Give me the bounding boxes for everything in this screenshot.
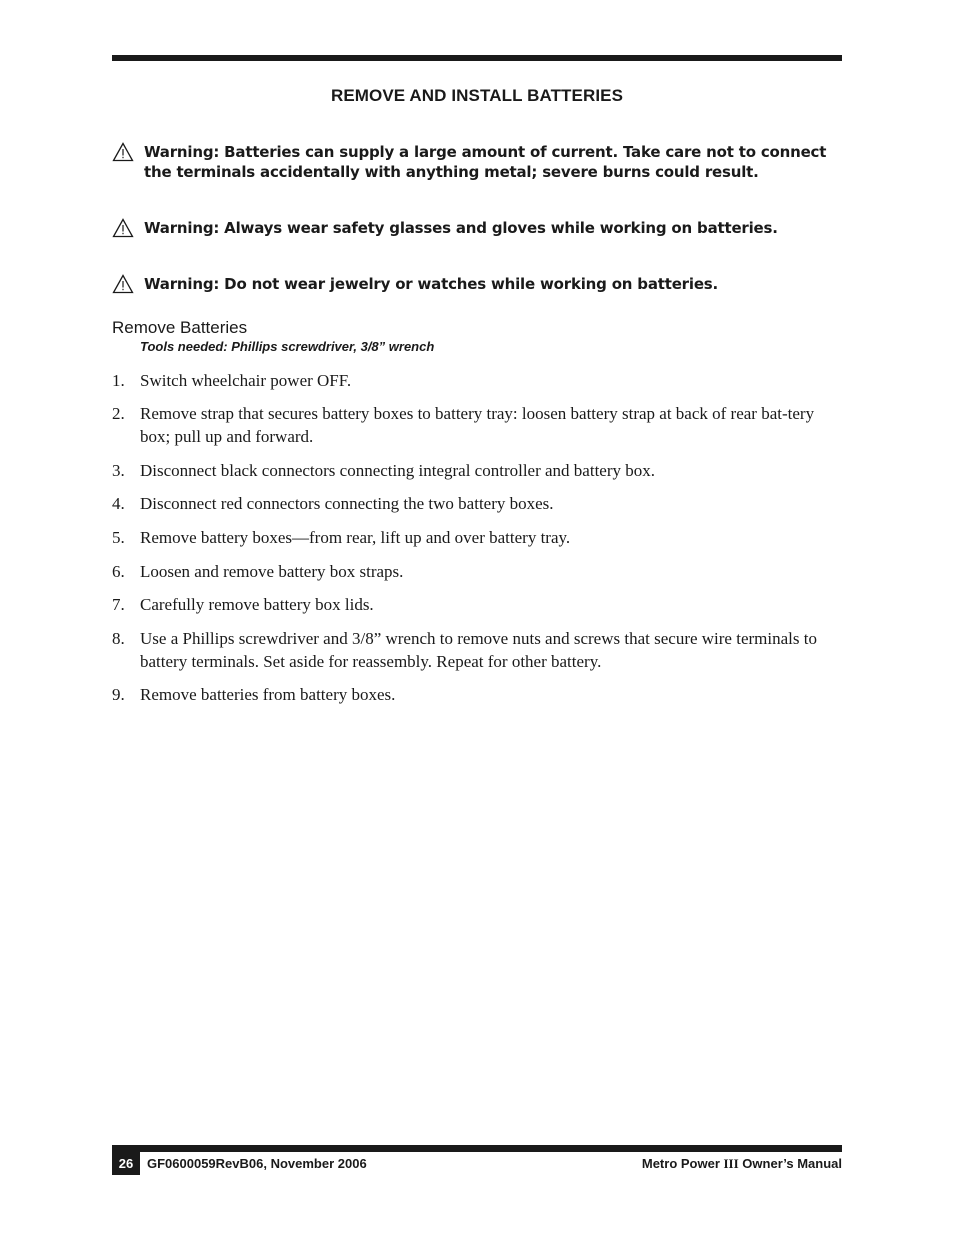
step-text: Disconnect black connectors connecting integral controller and battery box. — [140, 461, 656, 480]
step-number: 2. — [112, 404, 125, 423]
list-item — [112, 593, 842, 616]
step-text: Remove battery boxes—from rear, lift up and over battery tray. — [140, 528, 571, 547]
manual-title-roman: III — [723, 1156, 739, 1171]
step-number: 5. — [112, 528, 125, 547]
warning-safety-glasses — [112, 218, 842, 238]
step-text: Carefully remove battery box lids. — [140, 595, 374, 614]
page-number: 26 — [112, 1152, 140, 1175]
list-item — [112, 459, 842, 482]
warning-batteries-current — [112, 142, 842, 182]
warning-triangle-icon — [112, 218, 134, 238]
step-number: 3. — [112, 461, 125, 480]
section-title: REMOVE AND INSTALL BATTERIES — [330, 86, 624, 105]
step-number: 1. — [112, 371, 125, 390]
list-item — [112, 402, 842, 448]
manual-title-suffix: Owner’s Manual — [738, 1156, 842, 1171]
warning-jewelry — [112, 274, 842, 294]
warning-triangle-icon — [112, 274, 134, 294]
list-item — [112, 369, 842, 392]
list-item — [112, 627, 842, 673]
step-number: 6. — [112, 562, 125, 581]
warning-text: Warning: Always wear safety glasses and gloves while working on batteries. — [144, 219, 778, 237]
warning-text: Warning: Do not wear jewelry or watches while working on batteries. — [144, 275, 719, 293]
step-text: Switch wheelchair power OFF. — [140, 371, 352, 390]
top-rule — [112, 55, 842, 61]
step-number: 4. — [112, 494, 125, 513]
footer-rule — [112, 1145, 842, 1152]
list-item — [112, 492, 842, 515]
step-number: 9. — [112, 685, 125, 704]
step-number: 8. — [112, 629, 125, 648]
step-text: Disconnect red connectors connecting the two battery boxes. — [140, 494, 554, 513]
document-id: GF0600059RevB06, November 2006 — [147, 1156, 367, 1171]
manual-title-prefix: Metro Power — [641, 1156, 724, 1171]
step-text: Loosen and remove battery box straps. — [140, 562, 404, 581]
list-item — [112, 526, 842, 549]
step-text: Remove strap that secures battery boxes to battery tray: loosen battery strap at back of rear bat-tery box; pull up and forward. — [140, 404, 815, 446]
warning-triangle-icon — [112, 142, 134, 162]
step-number: 7. — [112, 595, 125, 614]
step-text: Use a Phillips screwdriver and 3/8” wrench to remove nuts and screws that secure wire terminals to battery terminals. Set aside for reassembly. Repeat for other battery. — [140, 629, 817, 671]
tools-needed-note: Tools needed: Phillips screwdriver, 3/8” wrench — [140, 339, 435, 354]
list-item — [112, 683, 842, 706]
warning-text: Warning: Batteries can supply a large amount of current. Take care not to connect the terminals accidentally with anything metal; severe burns could result. — [144, 143, 827, 181]
manual-title — [642, 1152, 842, 1175]
remove-batteries-heading: Remove Batteries — [112, 318, 248, 337]
step-text: Remove batteries from battery boxes. — [140, 685, 396, 704]
list-item — [112, 560, 842, 583]
